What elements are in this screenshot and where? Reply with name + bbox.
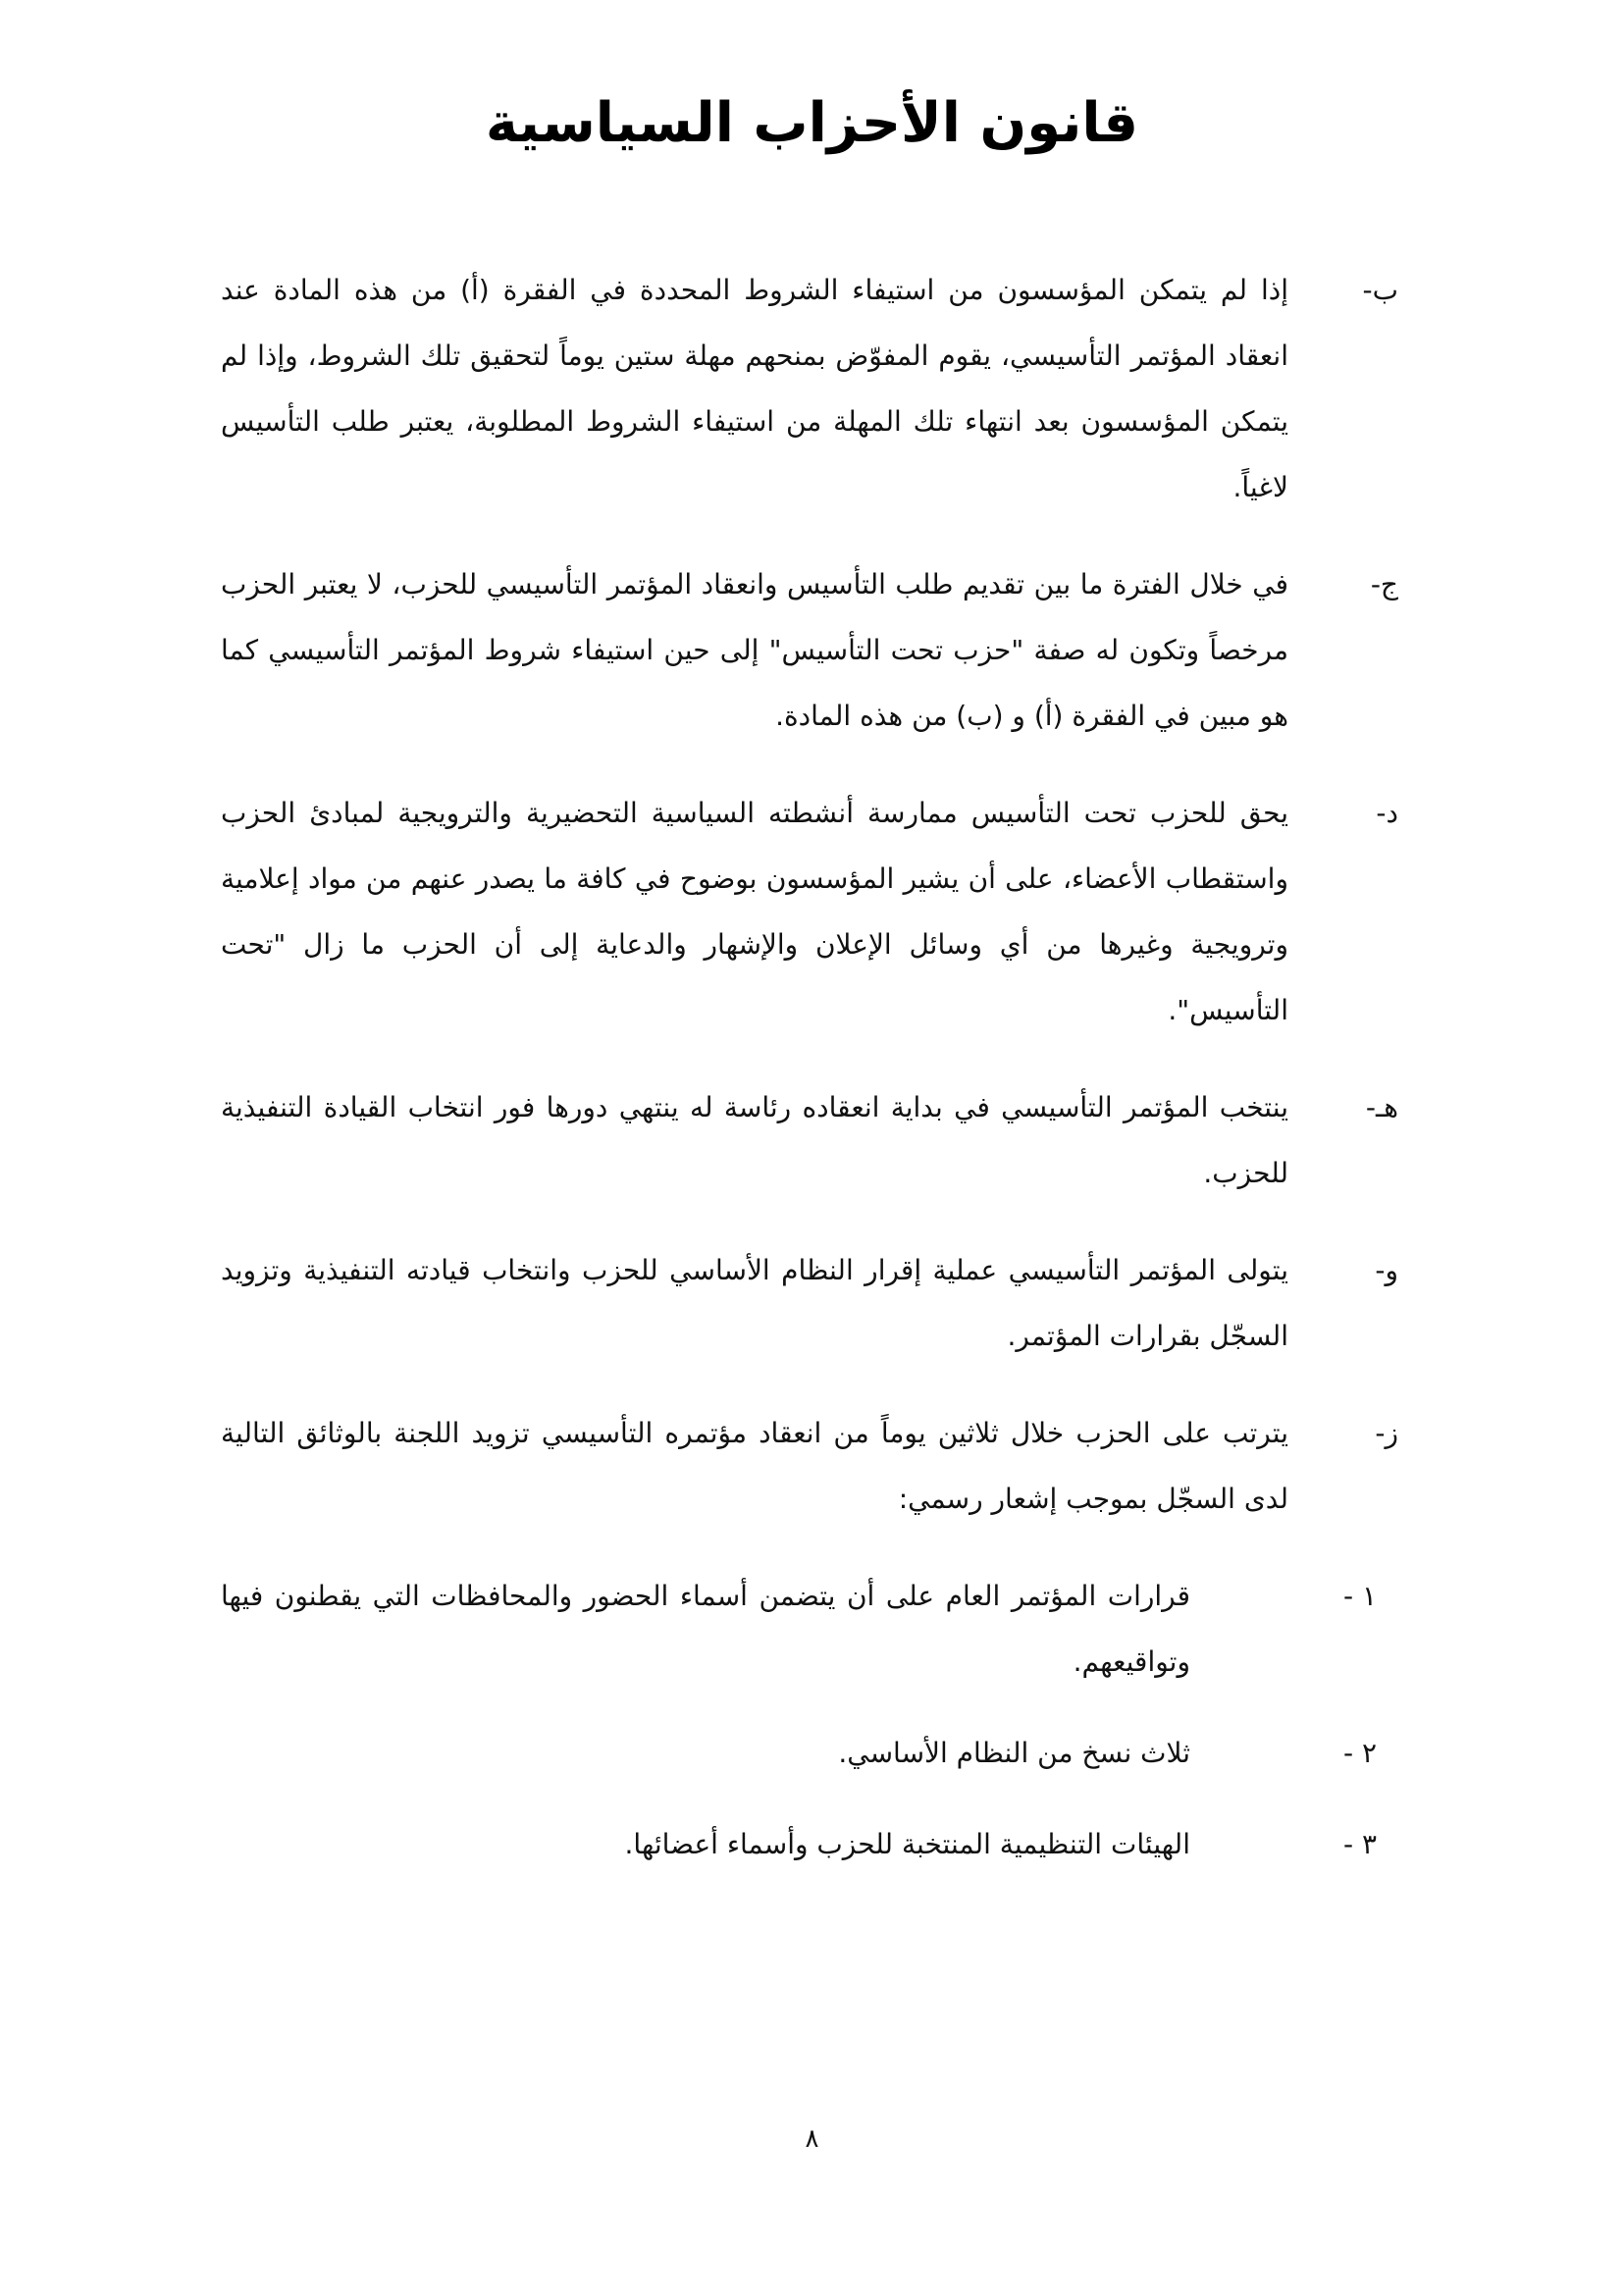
subitem-label: ٢ - <box>1342 1737 1377 1769</box>
clause-text: يترتب على الحزب خلال ثلاثين يوماً من انعقاد مؤتمره التأسيسي تزويد اللجنة بالوثائق التالية لدى السجّل بموجب إشعار رسمي: <box>221 1417 1288 1515</box>
clause-label: ج- <box>1370 568 1398 600</box>
clause-text: ينتخب المؤتمر التأسيسي في بداية انعقاده رئاسة له ينتهي دورها فور انتخاب القيادة التنفيذية للحزب. <box>221 1091 1288 1189</box>
subitem-text: ثلاث نسخ من النظام الأساسي. <box>838 1737 1190 1769</box>
clause-text: يحق للحزب تحت التأسيس ممارسة أنشطته السياسية التحضيرية والترويجية لمبادئ الحزب واستقطاب الأعضاء، على أن يشير المؤسسون بوضوح في كافة ما يصدر عنهم من مواد إعلامية وترويجية وغيرها من أي وسائل الإعلان والإشهار والدعاية إلى أن الحزب ما زال "تحت التأسيس". <box>221 797 1288 1026</box>
clause-z <box>221 1400 1398 1532</box>
clauses-list <box>221 257 1398 1903</box>
subitems-list <box>221 1563 1398 1877</box>
clause-label: ز- <box>1375 1417 1398 1449</box>
clause-b <box>221 257 1398 520</box>
subitem-3 <box>221 1811 1398 1877</box>
clause-label: د- <box>1376 797 1398 829</box>
clause-h <box>221 1074 1398 1206</box>
subitem-2 <box>221 1720 1398 1786</box>
clause-label: ب- <box>1362 274 1398 306</box>
subitem-label: ١ - <box>1342 1580 1377 1612</box>
subitem-text: قرارات المؤتمر العام على أن يتضمن أسماء الحضور والمحافظات التي يقطنون فيها وتواقيعهم. <box>221 1580 1190 1678</box>
subitem-text: الهيئات التنظيمية المنتخبة للحزب وأسماء أعضائها. <box>624 1828 1190 1860</box>
clause-j <box>221 551 1398 749</box>
page-number: ٨ <box>805 2124 819 2154</box>
clause-text: إذا لم يتمكن المؤسسون من استيفاء الشروط المحددة في الفقرة (أ) من هذه المادة عند انعقاد المؤتمر التأسيسي، يقوم المفوّض بمنحهم مهلة ستين يوماً لتحقيق تلك الشروط، وإذا لم يتمكن المؤسسون بعد انتهاء تلك المهلة من استيفاء الشروط المطلوبة، يعتبر طلب التأسيس لاغياً. <box>221 274 1288 503</box>
clause-label: و- <box>1375 1254 1398 1286</box>
document-title: قانون الأحزاب السياسية <box>485 91 1139 155</box>
clause-d <box>221 780 1398 1043</box>
subitem-1 <box>221 1563 1398 1695</box>
clause-text: في خلال الفترة ما بين تقديم طلب التأسيس وانعقاد المؤتمر التأسيسي للحزب، لا يعتبر الحزب مرخصاً وتكون له صفة "حزب تحت التأسيس" إلى حين استيفاء شروط المؤتمر التأسيسي كما هو مبين في الفقرة (أ) و (ب) من هذه المادة. <box>221 568 1288 732</box>
clause-text: يتولى المؤتمر التأسيسي عملية إقرار النظام الأساسي للحزب وانتخاب قيادته التنفيذية وتزويد السجّل بقرارات المؤتمر. <box>221 1254 1288 1352</box>
clause-label: هـ- <box>1365 1091 1398 1123</box>
subitem-label: ٣ - <box>1342 1828 1377 1860</box>
clause-w <box>221 1237 1398 1369</box>
